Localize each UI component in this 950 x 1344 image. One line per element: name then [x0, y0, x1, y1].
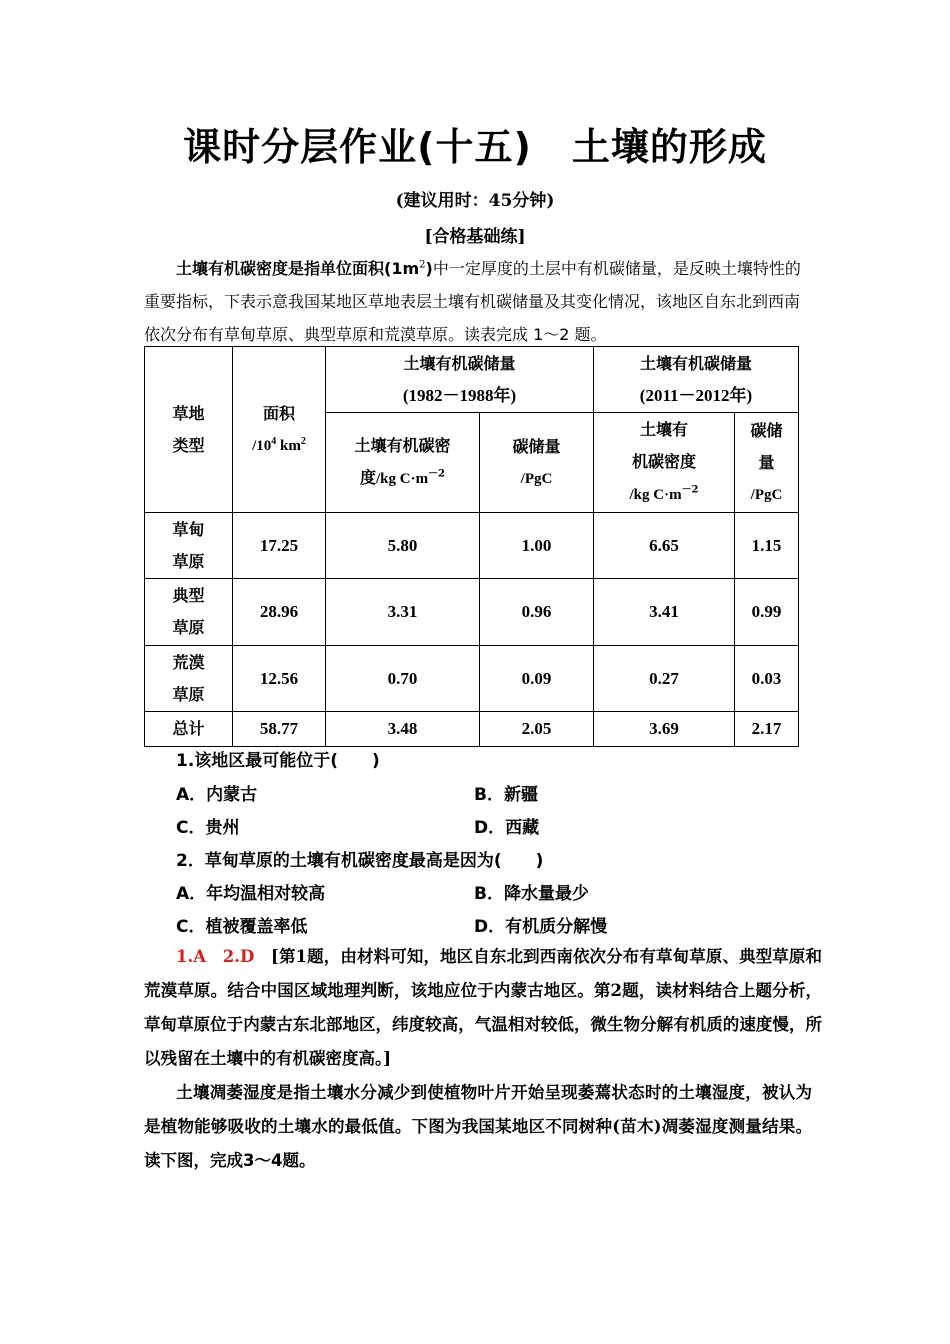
row-density-1982: 3.31	[326, 579, 480, 646]
suggested-time: (建议用时：45分钟)	[395, 191, 555, 211]
table-row	[145, 646, 799, 712]
total-area: 58.77	[233, 712, 326, 747]
page-title	[0, 116, 950, 171]
question-1-stem: 1.该地区最可能位于( )	[176, 751, 380, 771]
header-density-2011: 土壤有 机碳密度 /kg $C\cdot m^{-2}$	[594, 413, 735, 513]
total-storage-2011: 2.17	[735, 712, 799, 747]
row-type: 典型 草原	[145, 579, 233, 646]
row-storage-1982: 0.09	[480, 646, 594, 712]
total-label: 总计	[145, 712, 233, 747]
header-storage-1982: 碳储量 /PgC	[480, 413, 594, 513]
row-storage-2011: 0.99	[735, 579, 799, 646]
row-area: 12.56	[233, 646, 326, 712]
title-main: 课时分层作业(十五)	[183, 125, 532, 169]
question-2-option-a[interactable]: A．年均温相对较高	[176, 884, 326, 904]
row-area: 28.96	[233, 579, 326, 646]
total-density-2011: 3.69	[594, 712, 735, 747]
row-storage-2011: 1.15	[735, 513, 799, 579]
table-row	[145, 513, 799, 579]
header-grass-type: 草地类型	[145, 347, 233, 513]
answer-explanation	[144, 940, 822, 1076]
row-storage-1982: 0.96	[480, 579, 594, 646]
paragraph-2-body: 土壤凋萎湿度是指土壤水分减少到使植物叶片开始呈现萎蔫状态时的土壤湿度，被认为是植物能够吸收的土壤水的最低值。下图为我国某地区不同树种(苗木)凋萎湿度测量结果。	[144, 1083, 812, 1136]
total-density-1982: 3.48	[326, 712, 480, 747]
row-density-2011: 3.41	[594, 579, 735, 646]
carbon-storage-table	[144, 346, 799, 747]
answer-text: [第1题，由材料可知，地区自东北到西南依次分布有草甸草原、典型草原和荒漠草原。结合中国区域地理判断，该地应位于内蒙古地区。第2题，读材料结合上题分析，草甸草原位于内蒙古东北部地区，纬度较高，气温相对较低，微生物分解有机质的速度慢，所以残留在土壤中的有机碳密度高。]	[144, 947, 823, 1068]
header-density-1982: 土壤有机碳密 度/kg $C\cdot m^{-2}$	[326, 413, 480, 513]
table-total-row	[145, 712, 799, 747]
paragraph-2	[144, 1076, 812, 1178]
paragraph-2-tail: 读下图，完成3～4题。	[144, 1151, 316, 1170]
header-area: 面积 $/10^4$ $km^2$	[233, 347, 326, 513]
answer-key: 1.A 2.D	[176, 947, 255, 966]
intro-paragraph	[144, 252, 809, 351]
question-2-option-d[interactable]: D．有机质分解慢	[474, 917, 608, 937]
question-1-option-b[interactable]: B．新疆	[474, 785, 538, 805]
intro-lead-close: )	[425, 259, 433, 278]
question-1-option-a[interactable]: A．内蒙古	[176, 785, 258, 805]
row-storage-1982: 1.00	[480, 513, 594, 579]
row-type: 荒漠 草原	[145, 646, 233, 712]
header-group-1982: 土壤有机碳储量 (1982－1988年)	[326, 347, 594, 413]
section-label: [合格基础练]	[424, 227, 526, 247]
header-storage-2011: 碳储 量 /PgC	[735, 413, 799, 513]
row-type: 草甸 草原	[145, 513, 233, 579]
question-2-option-c[interactable]: C．植被覆盖率低	[176, 917, 308, 937]
row-storage-2011: 0.03	[735, 646, 799, 712]
question-1-option-c[interactable]: C．贵州	[176, 818, 240, 838]
header-group-2011: 土壤有机碳储量 (2011－2012年)	[594, 347, 799, 413]
row-density-2011: 0.27	[594, 646, 735, 712]
total-storage-1982: 2.05	[480, 712, 594, 747]
title-topic: 土壤的形成	[571, 125, 767, 169]
intro-lead-sup: 2	[419, 259, 426, 271]
table-row	[145, 579, 799, 646]
row-density-1982: 5.80	[326, 513, 480, 579]
row-density-2011: 6.65	[594, 513, 735, 579]
question-1-option-d[interactable]: D．西藏	[474, 818, 540, 838]
intro-lead: 土壤有机碳密度是指单位面积(1m	[176, 259, 420, 278]
row-area: 17.25	[233, 513, 326, 579]
intro-rest: 中一定厚度的土层中有机碳储量，是反映土壤特性的重要指标，下表示意我国某地区草地表层土壤有机碳储量及其变化情况，该地区自东北到西南依次分布有草甸草原、典型草原和荒漠草原。读表完成 1～2 题。	[144, 259, 801, 344]
question-2-stem: 2．草甸草原的土壤有机碳密度最高是因为( )	[176, 851, 544, 871]
row-density-1982: 0.70	[326, 646, 480, 712]
question-2-option-b[interactable]: B．降水量最少	[474, 884, 589, 904]
